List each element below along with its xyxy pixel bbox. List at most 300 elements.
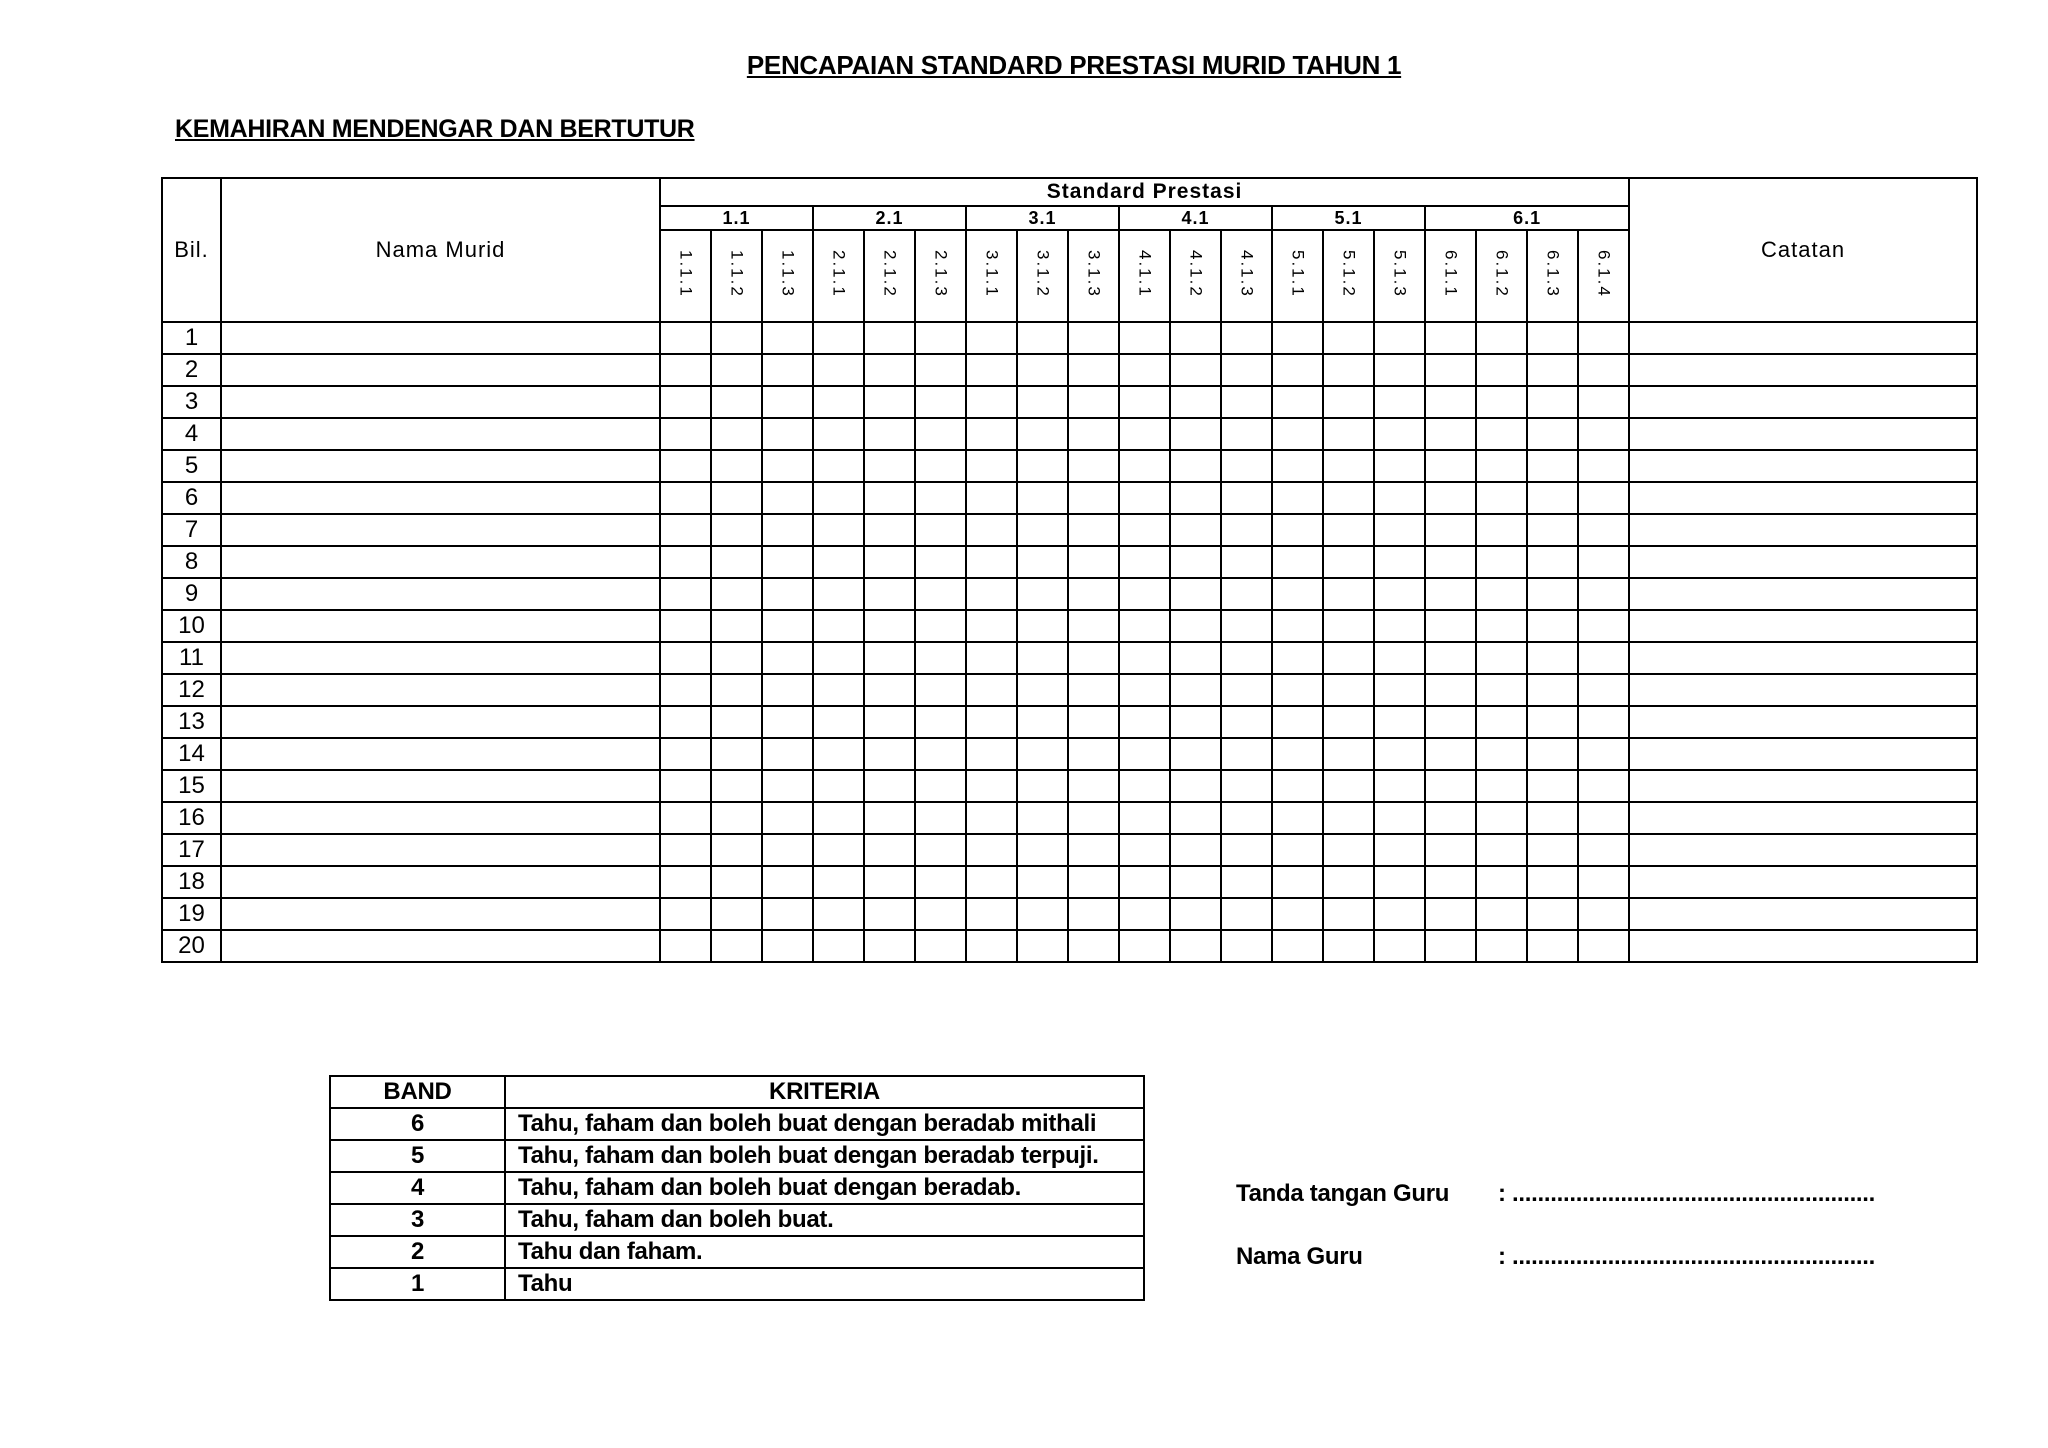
- standard-mark-cell[interactable]: [813, 610, 864, 642]
- standard-mark-cell[interactable]: [1170, 706, 1221, 738]
- standard-mark-cell[interactable]: [966, 674, 1017, 706]
- standard-mark-cell[interactable]: [1221, 322, 1272, 354]
- student-name-cell[interactable]: [221, 706, 660, 738]
- standard-mark-cell[interactable]: [1578, 866, 1629, 898]
- standard-mark-cell[interactable]: [1527, 674, 1578, 706]
- standard-mark-cell[interactable]: [711, 642, 762, 674]
- standard-mark-cell[interactable]: [864, 386, 915, 418]
- standard-mark-cell[interactable]: [1425, 418, 1476, 450]
- standard-mark-cell[interactable]: [1017, 418, 1068, 450]
- standard-mark-cell[interactable]: [915, 866, 966, 898]
- standard-mark-cell[interactable]: [1170, 386, 1221, 418]
- standard-mark-cell[interactable]: [1221, 770, 1272, 802]
- standard-mark-cell[interactable]: [864, 674, 915, 706]
- standard-mark-cell[interactable]: [813, 354, 864, 386]
- standard-mark-cell[interactable]: [660, 386, 711, 418]
- standard-mark-cell[interactable]: [1221, 450, 1272, 482]
- standard-mark-cell[interactable]: [1170, 642, 1221, 674]
- standard-mark-cell[interactable]: [762, 674, 813, 706]
- standard-mark-cell[interactable]: [966, 322, 1017, 354]
- standard-mark-cell[interactable]: [1476, 386, 1527, 418]
- standard-mark-cell[interactable]: [1068, 642, 1119, 674]
- standard-mark-cell[interactable]: [1170, 450, 1221, 482]
- standard-mark-cell[interactable]: [864, 354, 915, 386]
- standard-mark-cell[interactable]: [966, 514, 1017, 546]
- standard-mark-cell[interactable]: [966, 898, 1017, 930]
- standard-mark-cell[interactable]: [1119, 482, 1170, 514]
- standard-mark-cell[interactable]: [762, 482, 813, 514]
- catatan-cell[interactable]: [1629, 354, 1977, 386]
- standard-mark-cell[interactable]: [915, 578, 966, 610]
- standard-mark-cell[interactable]: [966, 738, 1017, 770]
- standard-mark-cell[interactable]: [1017, 354, 1068, 386]
- standard-mark-cell[interactable]: [813, 386, 864, 418]
- standard-mark-cell[interactable]: [1017, 450, 1068, 482]
- standard-mark-cell[interactable]: [1068, 834, 1119, 866]
- student-name-cell[interactable]: [221, 930, 660, 962]
- standard-mark-cell[interactable]: [1323, 930, 1374, 962]
- standard-mark-cell[interactable]: [1374, 482, 1425, 514]
- standard-mark-cell[interactable]: [762, 738, 813, 770]
- standard-mark-cell[interactable]: [1425, 610, 1476, 642]
- standard-mark-cell[interactable]: [1578, 386, 1629, 418]
- standard-mark-cell[interactable]: [1170, 610, 1221, 642]
- standard-mark-cell[interactable]: [1017, 322, 1068, 354]
- student-name-cell[interactable]: [221, 674, 660, 706]
- standard-mark-cell[interactable]: [1170, 514, 1221, 546]
- standard-mark-cell[interactable]: [864, 418, 915, 450]
- standard-mark-cell[interactable]: [1272, 866, 1323, 898]
- standard-mark-cell[interactable]: [1476, 514, 1527, 546]
- standard-mark-cell[interactable]: [711, 514, 762, 546]
- standard-mark-cell[interactable]: [1323, 514, 1374, 546]
- standard-mark-cell[interactable]: [1476, 578, 1527, 610]
- standard-mark-cell[interactable]: [660, 866, 711, 898]
- standard-mark-cell[interactable]: [711, 674, 762, 706]
- student-name-cell[interactable]: [221, 450, 660, 482]
- standard-mark-cell[interactable]: [762, 610, 813, 642]
- standard-mark-cell[interactable]: [1425, 546, 1476, 578]
- standard-mark-cell[interactable]: [1119, 546, 1170, 578]
- standard-mark-cell[interactable]: [813, 738, 864, 770]
- standard-mark-cell[interactable]: [711, 418, 762, 450]
- standard-mark-cell[interactable]: [1170, 418, 1221, 450]
- standard-mark-cell[interactable]: [966, 834, 1017, 866]
- standard-mark-cell[interactable]: [966, 418, 1017, 450]
- standard-mark-cell[interactable]: [711, 578, 762, 610]
- catatan-cell[interactable]: [1629, 418, 1977, 450]
- standard-mark-cell[interactable]: [864, 834, 915, 866]
- standard-mark-cell[interactable]: [1527, 898, 1578, 930]
- student-name-cell[interactable]: [221, 610, 660, 642]
- standard-mark-cell[interactable]: [915, 514, 966, 546]
- standard-mark-cell[interactable]: [1221, 514, 1272, 546]
- standard-mark-cell[interactable]: [1119, 578, 1170, 610]
- standard-mark-cell[interactable]: [813, 450, 864, 482]
- standard-mark-cell[interactable]: [1272, 514, 1323, 546]
- standard-mark-cell[interactable]: [711, 930, 762, 962]
- standard-mark-cell[interactable]: [915, 418, 966, 450]
- standard-mark-cell[interactable]: [1272, 322, 1323, 354]
- standard-mark-cell[interactable]: [1476, 354, 1527, 386]
- standard-mark-cell[interactable]: [1323, 450, 1374, 482]
- standard-mark-cell[interactable]: [1425, 674, 1476, 706]
- standard-mark-cell[interactable]: [966, 642, 1017, 674]
- standard-mark-cell[interactable]: [711, 482, 762, 514]
- catatan-cell[interactable]: [1629, 802, 1977, 834]
- standard-mark-cell[interactable]: [1527, 578, 1578, 610]
- standard-mark-cell[interactable]: [1476, 482, 1527, 514]
- standard-mark-cell[interactable]: [1017, 834, 1068, 866]
- standard-mark-cell[interactable]: [660, 450, 711, 482]
- catatan-cell[interactable]: [1629, 322, 1977, 354]
- standard-mark-cell[interactable]: [1425, 514, 1476, 546]
- standard-mark-cell[interactable]: [1170, 738, 1221, 770]
- standard-mark-cell[interactable]: [1272, 450, 1323, 482]
- standard-mark-cell[interactable]: [762, 866, 813, 898]
- standard-mark-cell[interactable]: [1323, 706, 1374, 738]
- standard-mark-cell[interactable]: [1221, 354, 1272, 386]
- standard-mark-cell[interactable]: [1425, 834, 1476, 866]
- standard-mark-cell[interactable]: [1578, 450, 1629, 482]
- standard-mark-cell[interactable]: [1221, 930, 1272, 962]
- standard-mark-cell[interactable]: [864, 642, 915, 674]
- standard-mark-cell[interactable]: [1527, 770, 1578, 802]
- standard-mark-cell[interactable]: [1425, 930, 1476, 962]
- standard-mark-cell[interactable]: [1374, 642, 1425, 674]
- standard-mark-cell[interactable]: [711, 898, 762, 930]
- standard-mark-cell[interactable]: [1425, 482, 1476, 514]
- catatan-cell[interactable]: [1629, 706, 1977, 738]
- standard-mark-cell[interactable]: [1221, 674, 1272, 706]
- standard-mark-cell[interactable]: [1527, 706, 1578, 738]
- catatan-cell[interactable]: [1629, 738, 1977, 770]
- student-name-cell[interactable]: [221, 834, 660, 866]
- standard-mark-cell[interactable]: [1323, 898, 1374, 930]
- standard-mark-cell[interactable]: [1527, 610, 1578, 642]
- standard-mark-cell[interactable]: [966, 610, 1017, 642]
- standard-mark-cell[interactable]: [864, 706, 915, 738]
- standard-mark-cell[interactable]: [966, 866, 1017, 898]
- standard-mark-cell[interactable]: [1527, 642, 1578, 674]
- standard-mark-cell[interactable]: [660, 546, 711, 578]
- standard-mark-cell[interactable]: [762, 578, 813, 610]
- standard-mark-cell[interactable]: [966, 930, 1017, 962]
- standard-mark-cell[interactable]: [1374, 834, 1425, 866]
- standard-mark-cell[interactable]: [915, 322, 966, 354]
- standard-mark-cell[interactable]: [1527, 738, 1578, 770]
- standard-mark-cell[interactable]: [711, 770, 762, 802]
- standard-mark-cell[interactable]: [1323, 802, 1374, 834]
- standard-mark-cell[interactable]: [1374, 450, 1425, 482]
- standard-mark-cell[interactable]: [864, 930, 915, 962]
- standard-mark-cell[interactable]: [1476, 802, 1527, 834]
- standard-mark-cell[interactable]: [915, 738, 966, 770]
- standard-mark-cell[interactable]: [762, 834, 813, 866]
- standard-mark-cell[interactable]: [1323, 578, 1374, 610]
- standard-mark-cell[interactable]: [1476, 610, 1527, 642]
- catatan-cell[interactable]: [1629, 610, 1977, 642]
- standard-mark-cell[interactable]: [660, 802, 711, 834]
- standard-mark-cell[interactable]: [1476, 898, 1527, 930]
- standard-mark-cell[interactable]: [762, 706, 813, 738]
- standard-mark-cell[interactable]: [1578, 834, 1629, 866]
- catatan-cell[interactable]: [1629, 386, 1977, 418]
- standard-mark-cell[interactable]: [1476, 418, 1527, 450]
- student-name-cell[interactable]: [221, 386, 660, 418]
- standard-mark-cell[interactable]: [1272, 386, 1323, 418]
- standard-mark-cell[interactable]: [660, 770, 711, 802]
- standard-mark-cell[interactable]: [711, 450, 762, 482]
- standard-mark-cell[interactable]: [711, 802, 762, 834]
- standard-mark-cell[interactable]: [1272, 898, 1323, 930]
- standard-mark-cell[interactable]: [660, 738, 711, 770]
- standard-mark-cell[interactable]: [1119, 386, 1170, 418]
- standard-mark-cell[interactable]: [1017, 482, 1068, 514]
- standard-mark-cell[interactable]: [1119, 706, 1170, 738]
- standard-mark-cell[interactable]: [1068, 354, 1119, 386]
- standard-mark-cell[interactable]: [1578, 930, 1629, 962]
- standard-mark-cell[interactable]: [915, 706, 966, 738]
- standard-mark-cell[interactable]: [966, 482, 1017, 514]
- standard-mark-cell[interactable]: [1578, 770, 1629, 802]
- standard-mark-cell[interactable]: [762, 322, 813, 354]
- standard-mark-cell[interactable]: [660, 706, 711, 738]
- standard-mark-cell[interactable]: [1527, 322, 1578, 354]
- standard-mark-cell[interactable]: [1476, 322, 1527, 354]
- standard-mark-cell[interactable]: [915, 674, 966, 706]
- standard-mark-cell[interactable]: [1578, 514, 1629, 546]
- standard-mark-cell[interactable]: [864, 578, 915, 610]
- standard-mark-cell[interactable]: [1578, 674, 1629, 706]
- standard-mark-cell[interactable]: [1272, 482, 1323, 514]
- standard-mark-cell[interactable]: [1272, 834, 1323, 866]
- standard-mark-cell[interactable]: [1323, 610, 1374, 642]
- catatan-cell[interactable]: [1629, 546, 1977, 578]
- standard-mark-cell[interactable]: [1374, 802, 1425, 834]
- student-name-cell[interactable]: [221, 514, 660, 546]
- standard-mark-cell[interactable]: [1068, 706, 1119, 738]
- standard-mark-cell[interactable]: [1374, 386, 1425, 418]
- standard-mark-cell[interactable]: [1527, 514, 1578, 546]
- standard-mark-cell[interactable]: [1119, 770, 1170, 802]
- standard-mark-cell[interactable]: [1017, 578, 1068, 610]
- standard-mark-cell[interactable]: [1323, 834, 1374, 866]
- standard-mark-cell[interactable]: [1476, 834, 1527, 866]
- standard-mark-cell[interactable]: [915, 898, 966, 930]
- catatan-cell[interactable]: [1629, 642, 1977, 674]
- standard-mark-cell[interactable]: [711, 866, 762, 898]
- standard-mark-cell[interactable]: [966, 802, 1017, 834]
- standard-mark-cell[interactable]: [762, 930, 813, 962]
- standard-mark-cell[interactable]: [1578, 578, 1629, 610]
- standard-mark-cell[interactable]: [1323, 770, 1374, 802]
- standard-mark-cell[interactable]: [1527, 386, 1578, 418]
- standard-mark-cell[interactable]: [864, 482, 915, 514]
- standard-mark-cell[interactable]: [1068, 802, 1119, 834]
- standard-mark-cell[interactable]: [1323, 738, 1374, 770]
- catatan-cell[interactable]: [1629, 450, 1977, 482]
- student-name-cell[interactable]: [221, 866, 660, 898]
- standard-mark-cell[interactable]: [1272, 802, 1323, 834]
- standard-mark-cell[interactable]: [1476, 930, 1527, 962]
- standard-mark-cell[interactable]: [1323, 322, 1374, 354]
- standard-mark-cell[interactable]: [864, 514, 915, 546]
- standard-mark-cell[interactable]: [1221, 834, 1272, 866]
- standard-mark-cell[interactable]: [1425, 866, 1476, 898]
- standard-mark-cell[interactable]: [1221, 642, 1272, 674]
- standard-mark-cell[interactable]: [1119, 834, 1170, 866]
- standard-mark-cell[interactable]: [915, 802, 966, 834]
- standard-mark-cell[interactable]: [1272, 354, 1323, 386]
- standard-mark-cell[interactable]: [1119, 514, 1170, 546]
- standard-mark-cell[interactable]: [1017, 770, 1068, 802]
- standard-mark-cell[interactable]: [711, 354, 762, 386]
- standard-mark-cell[interactable]: [1068, 674, 1119, 706]
- standard-mark-cell[interactable]: [1068, 898, 1119, 930]
- standard-mark-cell[interactable]: [1170, 354, 1221, 386]
- standard-mark-cell[interactable]: [1323, 418, 1374, 450]
- standard-mark-cell[interactable]: [1119, 610, 1170, 642]
- standard-mark-cell[interactable]: [762, 642, 813, 674]
- standard-mark-cell[interactable]: [1272, 674, 1323, 706]
- catatan-cell[interactable]: [1629, 770, 1977, 802]
- standard-mark-cell[interactable]: [1476, 866, 1527, 898]
- standard-mark-cell[interactable]: [1323, 546, 1374, 578]
- standard-mark-cell[interactable]: [1527, 802, 1578, 834]
- standard-mark-cell[interactable]: [711, 386, 762, 418]
- standard-mark-cell[interactable]: [966, 386, 1017, 418]
- standard-mark-cell[interactable]: [1068, 322, 1119, 354]
- standard-mark-cell[interactable]: [762, 770, 813, 802]
- standard-mark-cell[interactable]: [864, 738, 915, 770]
- standard-mark-cell[interactable]: [1017, 706, 1068, 738]
- standard-mark-cell[interactable]: [1374, 674, 1425, 706]
- standard-mark-cell[interactable]: [1221, 482, 1272, 514]
- standard-mark-cell[interactable]: [660, 418, 711, 450]
- standard-mark-cell[interactable]: [813, 578, 864, 610]
- standard-mark-cell[interactable]: [966, 546, 1017, 578]
- standard-mark-cell[interactable]: [1323, 482, 1374, 514]
- catatan-cell[interactable]: [1629, 834, 1977, 866]
- standard-mark-cell[interactable]: [1527, 450, 1578, 482]
- standard-mark-cell[interactable]: [864, 802, 915, 834]
- standard-mark-cell[interactable]: [1578, 802, 1629, 834]
- standard-mark-cell[interactable]: [762, 418, 813, 450]
- standard-mark-cell[interactable]: [1119, 802, 1170, 834]
- standard-mark-cell[interactable]: [1170, 802, 1221, 834]
- standard-mark-cell[interactable]: [813, 930, 864, 962]
- standard-mark-cell[interactable]: [915, 546, 966, 578]
- standard-mark-cell[interactable]: [864, 546, 915, 578]
- standard-mark-cell[interactable]: [1578, 610, 1629, 642]
- standard-mark-cell[interactable]: [1374, 738, 1425, 770]
- standard-mark-cell[interactable]: [1272, 578, 1323, 610]
- standard-mark-cell[interactable]: [864, 898, 915, 930]
- standard-mark-cell[interactable]: [915, 834, 966, 866]
- standard-mark-cell[interactable]: [966, 450, 1017, 482]
- student-name-cell[interactable]: [221, 546, 660, 578]
- standard-mark-cell[interactable]: [1527, 866, 1578, 898]
- standard-mark-cell[interactable]: [915, 354, 966, 386]
- standard-mark-cell[interactable]: [1476, 738, 1527, 770]
- standard-mark-cell[interactable]: [1068, 738, 1119, 770]
- standard-mark-cell[interactable]: [1578, 418, 1629, 450]
- standard-mark-cell[interactable]: [762, 802, 813, 834]
- standard-mark-cell[interactable]: [1017, 930, 1068, 962]
- standard-mark-cell[interactable]: [1068, 514, 1119, 546]
- standard-mark-cell[interactable]: [864, 610, 915, 642]
- standard-mark-cell[interactable]: [1374, 546, 1425, 578]
- standard-mark-cell[interactable]: [711, 322, 762, 354]
- standard-mark-cell[interactable]: [813, 418, 864, 450]
- standard-mark-cell[interactable]: [762, 450, 813, 482]
- signature-field[interactable]: : .........................................................: [1498, 1180, 1876, 1207]
- standard-mark-cell[interactable]: [1221, 578, 1272, 610]
- standard-mark-cell[interactable]: [864, 866, 915, 898]
- student-name-cell[interactable]: [221, 322, 660, 354]
- standard-mark-cell[interactable]: [1476, 674, 1527, 706]
- standard-mark-cell[interactable]: [660, 482, 711, 514]
- student-name-cell[interactable]: [221, 418, 660, 450]
- standard-mark-cell[interactable]: [1272, 770, 1323, 802]
- standard-mark-cell[interactable]: [1374, 930, 1425, 962]
- standard-mark-cell[interactable]: [1323, 354, 1374, 386]
- standard-mark-cell[interactable]: [1578, 354, 1629, 386]
- standard-mark-cell[interactable]: [1476, 642, 1527, 674]
- standard-mark-cell[interactable]: [660, 514, 711, 546]
- standard-mark-cell[interactable]: [966, 706, 1017, 738]
- standard-mark-cell[interactable]: [1425, 322, 1476, 354]
- student-name-cell[interactable]: [221, 802, 660, 834]
- standard-mark-cell[interactable]: [1221, 706, 1272, 738]
- teacher-name-field[interactable]: : .........................................................: [1498, 1243, 1876, 1270]
- standard-mark-cell[interactable]: [1323, 866, 1374, 898]
- standard-mark-cell[interactable]: [1068, 866, 1119, 898]
- standard-mark-cell[interactable]: [762, 546, 813, 578]
- standard-mark-cell[interactable]: [1068, 450, 1119, 482]
- standard-mark-cell[interactable]: [1170, 482, 1221, 514]
- standard-mark-cell[interactable]: [915, 642, 966, 674]
- catatan-cell[interactable]: [1629, 482, 1977, 514]
- standard-mark-cell[interactable]: [1374, 610, 1425, 642]
- standard-mark-cell[interactable]: [1017, 674, 1068, 706]
- standard-mark-cell[interactable]: [1272, 546, 1323, 578]
- standard-mark-cell[interactable]: [1068, 578, 1119, 610]
- student-name-cell[interactable]: [221, 354, 660, 386]
- standard-mark-cell[interactable]: [1272, 610, 1323, 642]
- standard-mark-cell[interactable]: [1272, 706, 1323, 738]
- catatan-cell[interactable]: [1629, 674, 1977, 706]
- standard-mark-cell[interactable]: [711, 610, 762, 642]
- standard-mark-cell[interactable]: [1425, 802, 1476, 834]
- standard-mark-cell[interactable]: [1068, 770, 1119, 802]
- standard-mark-cell[interactable]: [1578, 642, 1629, 674]
- student-name-cell[interactable]: [221, 770, 660, 802]
- standard-mark-cell[interactable]: [813, 322, 864, 354]
- standard-mark-cell[interactable]: [1170, 770, 1221, 802]
- standard-mark-cell[interactable]: [1221, 418, 1272, 450]
- standard-mark-cell[interactable]: [1221, 546, 1272, 578]
- standard-mark-cell[interactable]: [1221, 738, 1272, 770]
- standard-mark-cell[interactable]: [1272, 930, 1323, 962]
- standard-mark-cell[interactable]: [660, 322, 711, 354]
- standard-mark-cell[interactable]: [711, 738, 762, 770]
- standard-mark-cell[interactable]: [1527, 418, 1578, 450]
- standard-mark-cell[interactable]: [1272, 738, 1323, 770]
- standard-mark-cell[interactable]: [1119, 354, 1170, 386]
- standard-mark-cell[interactable]: [1119, 866, 1170, 898]
